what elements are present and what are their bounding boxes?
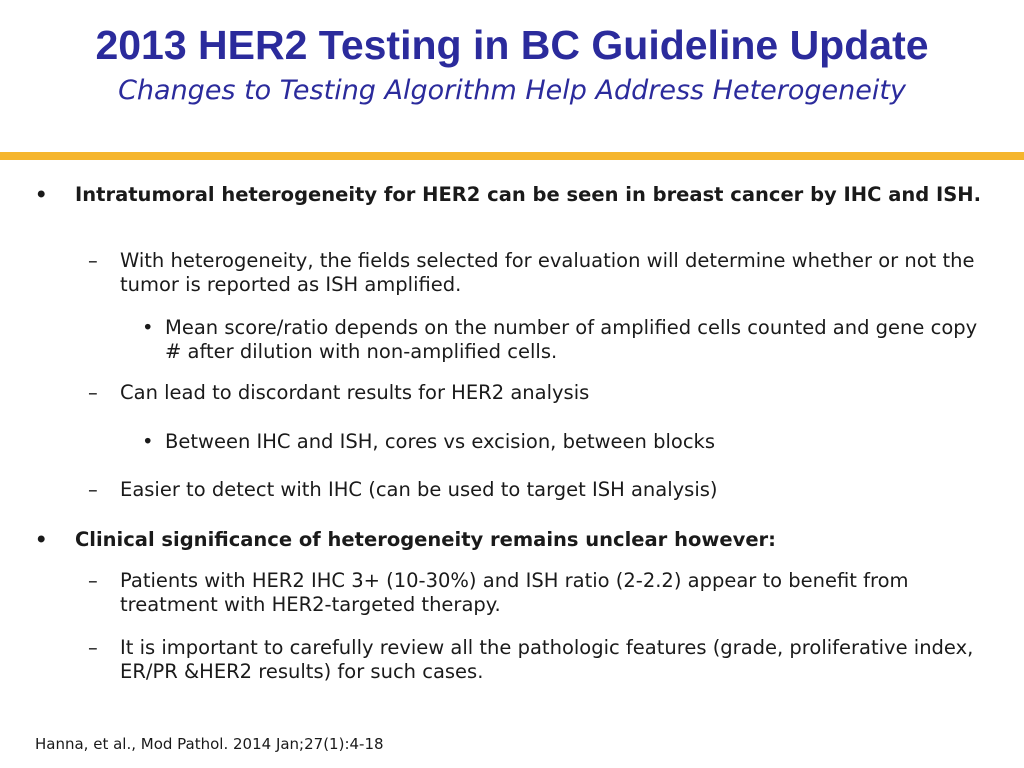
sub-sub-bullet-text: Mean score/ratio depends on the number of amplified cells counted and gene copy # after dilution with non-amplified cells. (165, 316, 978, 363)
sub-sub-bullet-text: Between IHC and ISH, cores vs excision, between blocks (165, 430, 715, 453)
slide-title: 2013 HER2 Testing in BC Guideline Update (95, 22, 929, 68)
sub-bullet-review-features (88, 636, 978, 684)
bullet-heterogeneity (35, 183, 985, 207)
sub-bullet-text: Patients with HER2 IHC 3+ (10-30%) and ISH ratio (2-2.2) appear to benefit from treatment with HER2-targeted therapy. (120, 569, 909, 616)
sub-bullet-fields-selected (88, 249, 978, 297)
bullet-marker: • (35, 528, 48, 551)
citation: Hanna, et al., Mod Pathol. 2014 Jan;27(1):4-18 (35, 735, 384, 753)
sub-bullet-text: Easier to detect with IHC (can be used to target ISH analysis) (120, 478, 718, 501)
bullet-marker: • (142, 430, 154, 453)
dash-marker: – (88, 569, 98, 592)
sub-bullet-text: With heterogeneity, the fields selected for evaluation will determine whether or not the tumor is reported as ISH amplified. (120, 249, 975, 296)
sub-bullet-easier-ihc (88, 478, 978, 502)
bullet-clinical-significance (35, 528, 985, 552)
sub-bullet-text: It is important to carefully review all the pathologic features (grade, proliferative index, ER/PR &HER2 results) for such cases. (120, 636, 974, 683)
dash-marker: – (88, 478, 98, 501)
sub-sub-bullet-between (142, 430, 982, 454)
dash-marker: – (88, 249, 98, 272)
bullet-marker: • (142, 316, 154, 339)
sub-bullet-text: Can lead to discordant results for HER2 analysis (120, 381, 590, 404)
dash-marker: – (88, 381, 98, 404)
sub-bullet-patients-benefit (88, 569, 978, 617)
bullet-text: Clinical significance of heterogeneity remains unclear however: (75, 528, 776, 551)
gold-divider (0, 152, 1024, 160)
bullet-marker: • (35, 183, 48, 206)
sub-sub-bullet-mean-score (142, 316, 982, 364)
slide-subtitle: Changes to Testing Algorithm Help Address Heterogeneity (118, 75, 906, 106)
sub-bullet-discordant (88, 381, 978, 405)
bullet-text: Intratumoral heterogeneity for HER2 can be seen in breast cancer by IHC and ISH. (75, 183, 982, 206)
dash-marker: – (88, 636, 98, 659)
